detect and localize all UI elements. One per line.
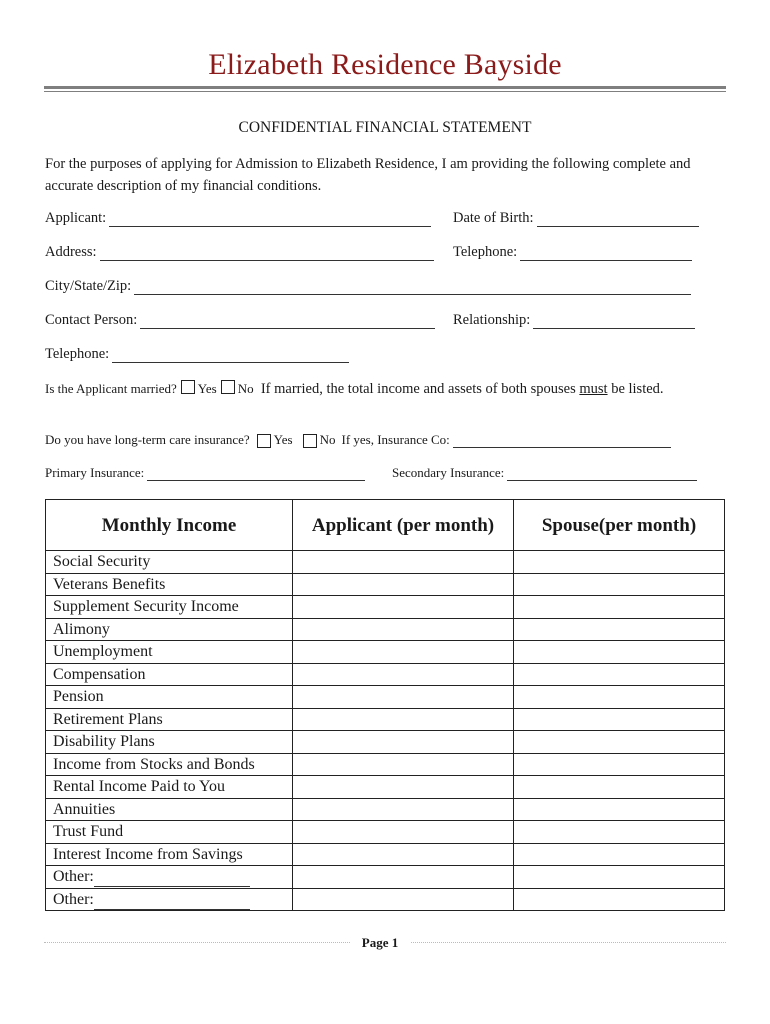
dob-label: Date of Birth: — [453, 210, 534, 226]
married-question-label: Is the Applicant married? — [45, 381, 177, 396]
contact-telephone-label: Telephone: — [45, 346, 110, 362]
table-row — [46, 641, 725, 664]
married-note-tail: be listed. — [611, 381, 664, 397]
ltc-question-label: Do you have long-term care insurance? — [45, 432, 250, 447]
header-spouse: Spouse(per month) — [514, 500, 725, 551]
income-category-label — [46, 573, 293, 596]
spouse-amount-cell[interactable] — [514, 686, 725, 709]
married-note-must: must — [579, 381, 608, 397]
table-row — [46, 843, 725, 866]
income-category-label — [46, 821, 293, 844]
income-category-text: Annuities — [53, 800, 116, 818]
income-category-label — [46, 551, 293, 574]
table-row — [46, 708, 725, 731]
address-field — [45, 244, 434, 261]
telephone-field — [453, 244, 692, 261]
income-category-label — [46, 843, 293, 866]
applicant-amount-cell[interactable] — [293, 663, 514, 686]
married-question — [45, 378, 735, 400]
income-category-text: Other: — [53, 890, 94, 908]
insurance-co-label: If yes, Insurance Co: — [341, 432, 450, 447]
spouse-amount-cell[interactable] — [514, 753, 725, 776]
income-category-label — [46, 731, 293, 754]
income-category-text: Social Security — [53, 553, 151, 571]
income-category-text: Rental Income Paid to You — [53, 778, 225, 796]
contact-telephone-field — [45, 346, 349, 363]
contact-person-label: Contact Person: — [45, 312, 138, 328]
address-label: Address: — [45, 244, 97, 260]
applicant-amount-cell[interactable] — [293, 686, 514, 709]
income-category-text: Pension — [53, 688, 104, 706]
monthly-income-table — [45, 499, 725, 911]
spouse-amount-cell[interactable] — [514, 573, 725, 596]
table-row — [46, 731, 725, 754]
spouse-amount-cell[interactable] — [514, 641, 725, 664]
income-category-label — [46, 888, 293, 911]
table-row — [46, 798, 725, 821]
contact-person-field — [45, 312, 435, 329]
table-row — [46, 686, 725, 709]
relationship-input-line[interactable] — [533, 314, 695, 329]
ltc-yes-checkbox[interactable] — [257, 434, 271, 448]
income-category-label — [46, 596, 293, 619]
spouse-amount-cell[interactable] — [514, 888, 725, 911]
table-row — [46, 753, 725, 776]
relationship-label: Relationship: — [453, 312, 531, 328]
title-rule-thick — [44, 86, 726, 89]
income-category-text: Unemployment — [53, 643, 153, 661]
city-state-zip-input-line[interactable] — [134, 280, 691, 295]
relationship-field — [453, 312, 695, 329]
spouse-amount-cell[interactable] — [514, 731, 725, 754]
applicant-amount-cell[interactable] — [293, 596, 514, 619]
applicant-amount-cell[interactable] — [293, 798, 514, 821]
telephone-input-line[interactable] — [520, 246, 692, 261]
income-category-label — [46, 753, 293, 776]
income-category-text: Alimony — [53, 620, 110, 638]
table-row — [46, 596, 725, 619]
document-title: Elizabeth Residence Bayside — [208, 48, 562, 81]
income-category-label — [46, 776, 293, 799]
secondary-insurance-field — [392, 465, 697, 481]
income-category-label — [46, 663, 293, 686]
income-category-text: Veterans Benefits — [53, 575, 166, 593]
city-state-zip-label: City/State/Zip: — [45, 278, 132, 294]
applicant-amount-cell[interactable] — [293, 708, 514, 731]
spouse-amount-cell[interactable] — [514, 551, 725, 574]
applicant-amount-cell[interactable] — [293, 821, 514, 844]
table-row — [46, 821, 725, 844]
married-note — [261, 381, 664, 397]
income-category-label — [46, 866, 293, 889]
primary-insurance-input-line[interactable] — [147, 466, 365, 481]
applicant-amount-cell[interactable] — [293, 888, 514, 911]
income-category-text: Income from Stocks and Bonds — [53, 755, 255, 773]
table-row — [46, 618, 725, 641]
income-category-label — [46, 686, 293, 709]
ltc-question-row — [45, 432, 671, 448]
spouse-amount-cell[interactable] — [514, 708, 725, 731]
applicant-amount-cell[interactable] — [293, 843, 514, 866]
applicant-amount-cell[interactable] — [293, 866, 514, 889]
applicant-label: Applicant: — [45, 210, 107, 226]
table-row — [46, 551, 725, 574]
other-input-line[interactable] — [94, 871, 250, 887]
married-note-text: If married, the total income and assets of both spouses — [260, 381, 576, 397]
income-category-text: Retirement Plans — [53, 710, 163, 728]
spouse-amount-cell[interactable] — [514, 776, 725, 799]
intro-paragraph: For the purposes of applying for Admission to Elizabeth Residence, I am providing the following complete and accurate description of my financial conditions. — [45, 156, 691, 194]
contact-person-input-line[interactable] — [140, 314, 435, 329]
ltc-no-checkbox[interactable] — [303, 434, 317, 448]
income-category-text: Disability Plans — [53, 733, 155, 751]
income-category-text: Compensation — [53, 665, 146, 683]
ltc-no-label: No — [319, 432, 336, 447]
table-header-row — [46, 500, 725, 551]
header-monthly-income: Monthly Income — [46, 500, 293, 551]
applicant-amount-cell[interactable] — [293, 753, 514, 776]
title-rule-thin — [44, 91, 726, 92]
table-row — [46, 776, 725, 799]
income-category-label — [46, 798, 293, 821]
income-category-text: Supplement Security Income — [53, 598, 239, 616]
spouse-amount-cell[interactable] — [514, 596, 725, 619]
spouse-amount-cell[interactable] — [514, 618, 725, 641]
other-input-line[interactable] — [94, 894, 250, 910]
contact-telephone-input-line[interactable] — [112, 348, 349, 363]
spouse-amount-cell[interactable] — [514, 843, 725, 866]
applicant-amount-cell[interactable] — [293, 551, 514, 574]
income-category-text: Trust Fund — [53, 823, 124, 841]
applicant-amount-cell[interactable] — [293, 776, 514, 799]
spouse-amount-cell[interactable] — [514, 798, 725, 821]
spouse-amount-cell[interactable] — [514, 663, 725, 686]
primary-insurance-field — [45, 465, 365, 481]
table-row — [46, 663, 725, 686]
table-row — [46, 888, 725, 911]
applicant-input-line[interactable] — [109, 212, 431, 227]
spouse-amount-cell[interactable] — [514, 866, 725, 889]
form-heading: CONFIDENTIAL FINANCIAL STATEMENT — [238, 119, 532, 136]
married-yes-label: Yes — [197, 381, 217, 396]
married-yes-checkbox[interactable] — [181, 380, 195, 394]
income-category-label — [46, 618, 293, 641]
applicant-amount-cell[interactable] — [293, 641, 514, 664]
dob-input-line[interactable] — [537, 212, 699, 227]
secondary-insurance-label: Secondary Insurance: — [392, 465, 505, 480]
applicant-field — [45, 210, 431, 227]
insurance-co-input-line[interactable] — [453, 433, 671, 448]
address-input-line[interactable] — [100, 246, 434, 261]
ltc-yes-label: Yes — [273, 432, 293, 447]
primary-insurance-label: Primary Insurance: — [45, 465, 145, 480]
applicant-amount-cell[interactable] — [293, 618, 514, 641]
header-applicant: Applicant (per month) — [293, 500, 514, 551]
married-no-checkbox[interactable] — [221, 380, 235, 394]
applicant-amount-cell[interactable] — [293, 573, 514, 596]
married-no-label: No — [237, 381, 254, 396]
spouse-amount-cell[interactable] — [514, 821, 725, 844]
city-state-zip-field — [45, 278, 691, 295]
income-category-text: Interest Income from Savings — [53, 845, 243, 863]
table-row — [46, 866, 725, 889]
telephone-label: Telephone: — [453, 244, 518, 260]
secondary-insurance-input-line[interactable] — [507, 466, 697, 481]
income-category-label — [46, 641, 293, 664]
income-category-label — [46, 708, 293, 731]
income-category-text: Other: — [53, 868, 94, 886]
table-row — [46, 573, 725, 596]
page-number: Page 1 — [350, 935, 410, 951]
dob-field — [453, 210, 699, 227]
applicant-amount-cell[interactable] — [293, 731, 514, 754]
